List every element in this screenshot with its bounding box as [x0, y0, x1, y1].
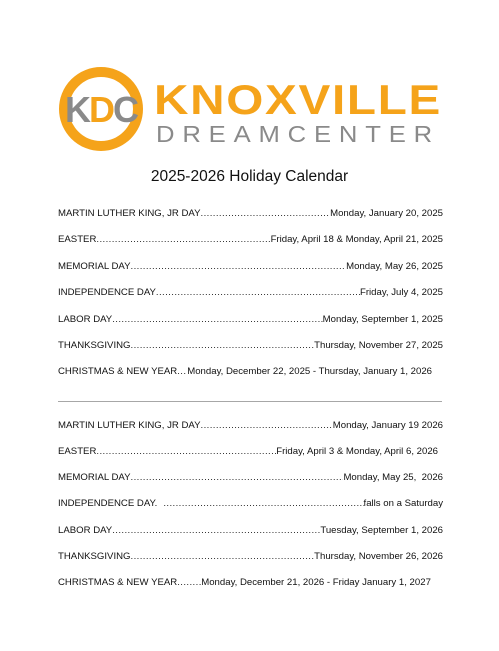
holiday-row-mlk-2025: [58, 208, 443, 220]
holiday-row-memorial-2026: [58, 472, 443, 484]
page-title: 2025-2026 Holiday Calendar: [150, 168, 349, 185]
holiday-name: CHRISTMAS & NEW YEAR: [58, 366, 178, 377]
holiday-date: Monday, December 22, 2025 - Thursday, January 1, 2026: [187, 366, 433, 377]
leader-dots: [156, 287, 360, 299]
logo-word-knoxville: KNOXVILLE: [154, 76, 442, 123]
holiday-date: Monday, December 21, 2026 - Friday January 1, 2027: [201, 577, 431, 588]
leader-dots: [131, 340, 315, 352]
holiday-name: EASTER: [58, 234, 97, 245]
holiday-date: Friday, July 4, 2025: [359, 287, 443, 298]
monogram-k: K: [65, 89, 89, 130]
holiday-date: Friday, April 3 & Monday, April 6, 2026: [276, 446, 438, 457]
holiday-row-labor-2025: [58, 314, 443, 326]
holiday-name: MARTIN LUTHER KING, JR DAY: [58, 420, 201, 431]
leader-dots: [201, 420, 333, 432]
holiday-name: MEMORIAL DAY: [58, 261, 131, 272]
knoxville-dream-center-logo: [58, 66, 448, 152]
holiday-date: Monday, September 1, 2025: [322, 314, 443, 325]
leader-dots: [96, 446, 276, 458]
holiday-row-independence-2026: [58, 498, 443, 510]
holiday-name: INDEPENDENCE DAY: [58, 287, 156, 298]
holiday-date: falls on a Saturday: [363, 498, 443, 509]
leader-dots: [131, 261, 347, 273]
holiday-row-christmas-2026: [58, 577, 443, 589]
holiday-name: THANKSGIVING: [58, 551, 131, 562]
holiday-date: Thursday, November 27, 2025: [314, 340, 443, 351]
holiday-date: Monday, January 19 2026: [332, 420, 443, 431]
holiday-row-easter-2026: [58, 446, 438, 458]
leader-dots: [112, 314, 322, 326]
holiday-row-christmas-2025: [58, 366, 443, 378]
holiday-name: LABOR DAY: [58, 525, 113, 536]
holiday-date: Friday, April 18 & Monday, April 21, 2025: [270, 234, 443, 245]
monogram-c: C: [113, 89, 137, 130]
holiday-date: Monday, May 26, 2025: [346, 261, 443, 272]
holiday-row-mlk-2026: [58, 420, 443, 432]
leader-dots: [201, 208, 331, 220]
holiday-row-independence-2025: [58, 287, 443, 299]
holiday-date: Thursday, November 26, 2026: [314, 551, 443, 562]
holiday-name: CHRISTMAS & NEW YEAR: [58, 577, 178, 588]
holiday-row-thanksgiving-2025: [58, 340, 443, 352]
leader-dots: [163, 498, 363, 510]
leader-dots: [177, 366, 187, 378]
holiday-row-memorial-2025: [58, 261, 443, 273]
leader-dots: [131, 551, 315, 563]
leader-dots: [131, 472, 344, 484]
leader-dots: [112, 525, 320, 537]
holiday-name: LABOR DAY: [58, 314, 113, 325]
logo-word-dreamcenter: DREAMCENTER: [156, 121, 440, 147]
holiday-date: Monday, January 20, 2025: [330, 208, 443, 219]
holiday-date: Monday, May 25, 2026: [343, 472, 443, 483]
holiday-row-easter-2025: [58, 234, 443, 246]
holiday-name: THANKSGIVING: [58, 340, 131, 351]
holiday-name: MEMORIAL DAY: [58, 472, 131, 483]
section-divider: [58, 401, 442, 402]
leader-dots: [96, 234, 270, 246]
holiday-date: Tuesday, September 1, 2026: [320, 525, 443, 536]
logo-monogram: [65, 89, 139, 130]
holiday-name: EASTER: [58, 446, 97, 457]
holiday-row-thanksgiving-2026: [58, 551, 443, 563]
holiday-row-labor-2026: [58, 525, 443, 537]
holiday-name: MARTIN LUTHER KING, JR DAY: [58, 208, 201, 219]
holiday-name: INDEPENDENCE DAY.: [58, 498, 158, 509]
monogram-d: D: [89, 89, 113, 130]
leader-dots: [177, 577, 201, 589]
